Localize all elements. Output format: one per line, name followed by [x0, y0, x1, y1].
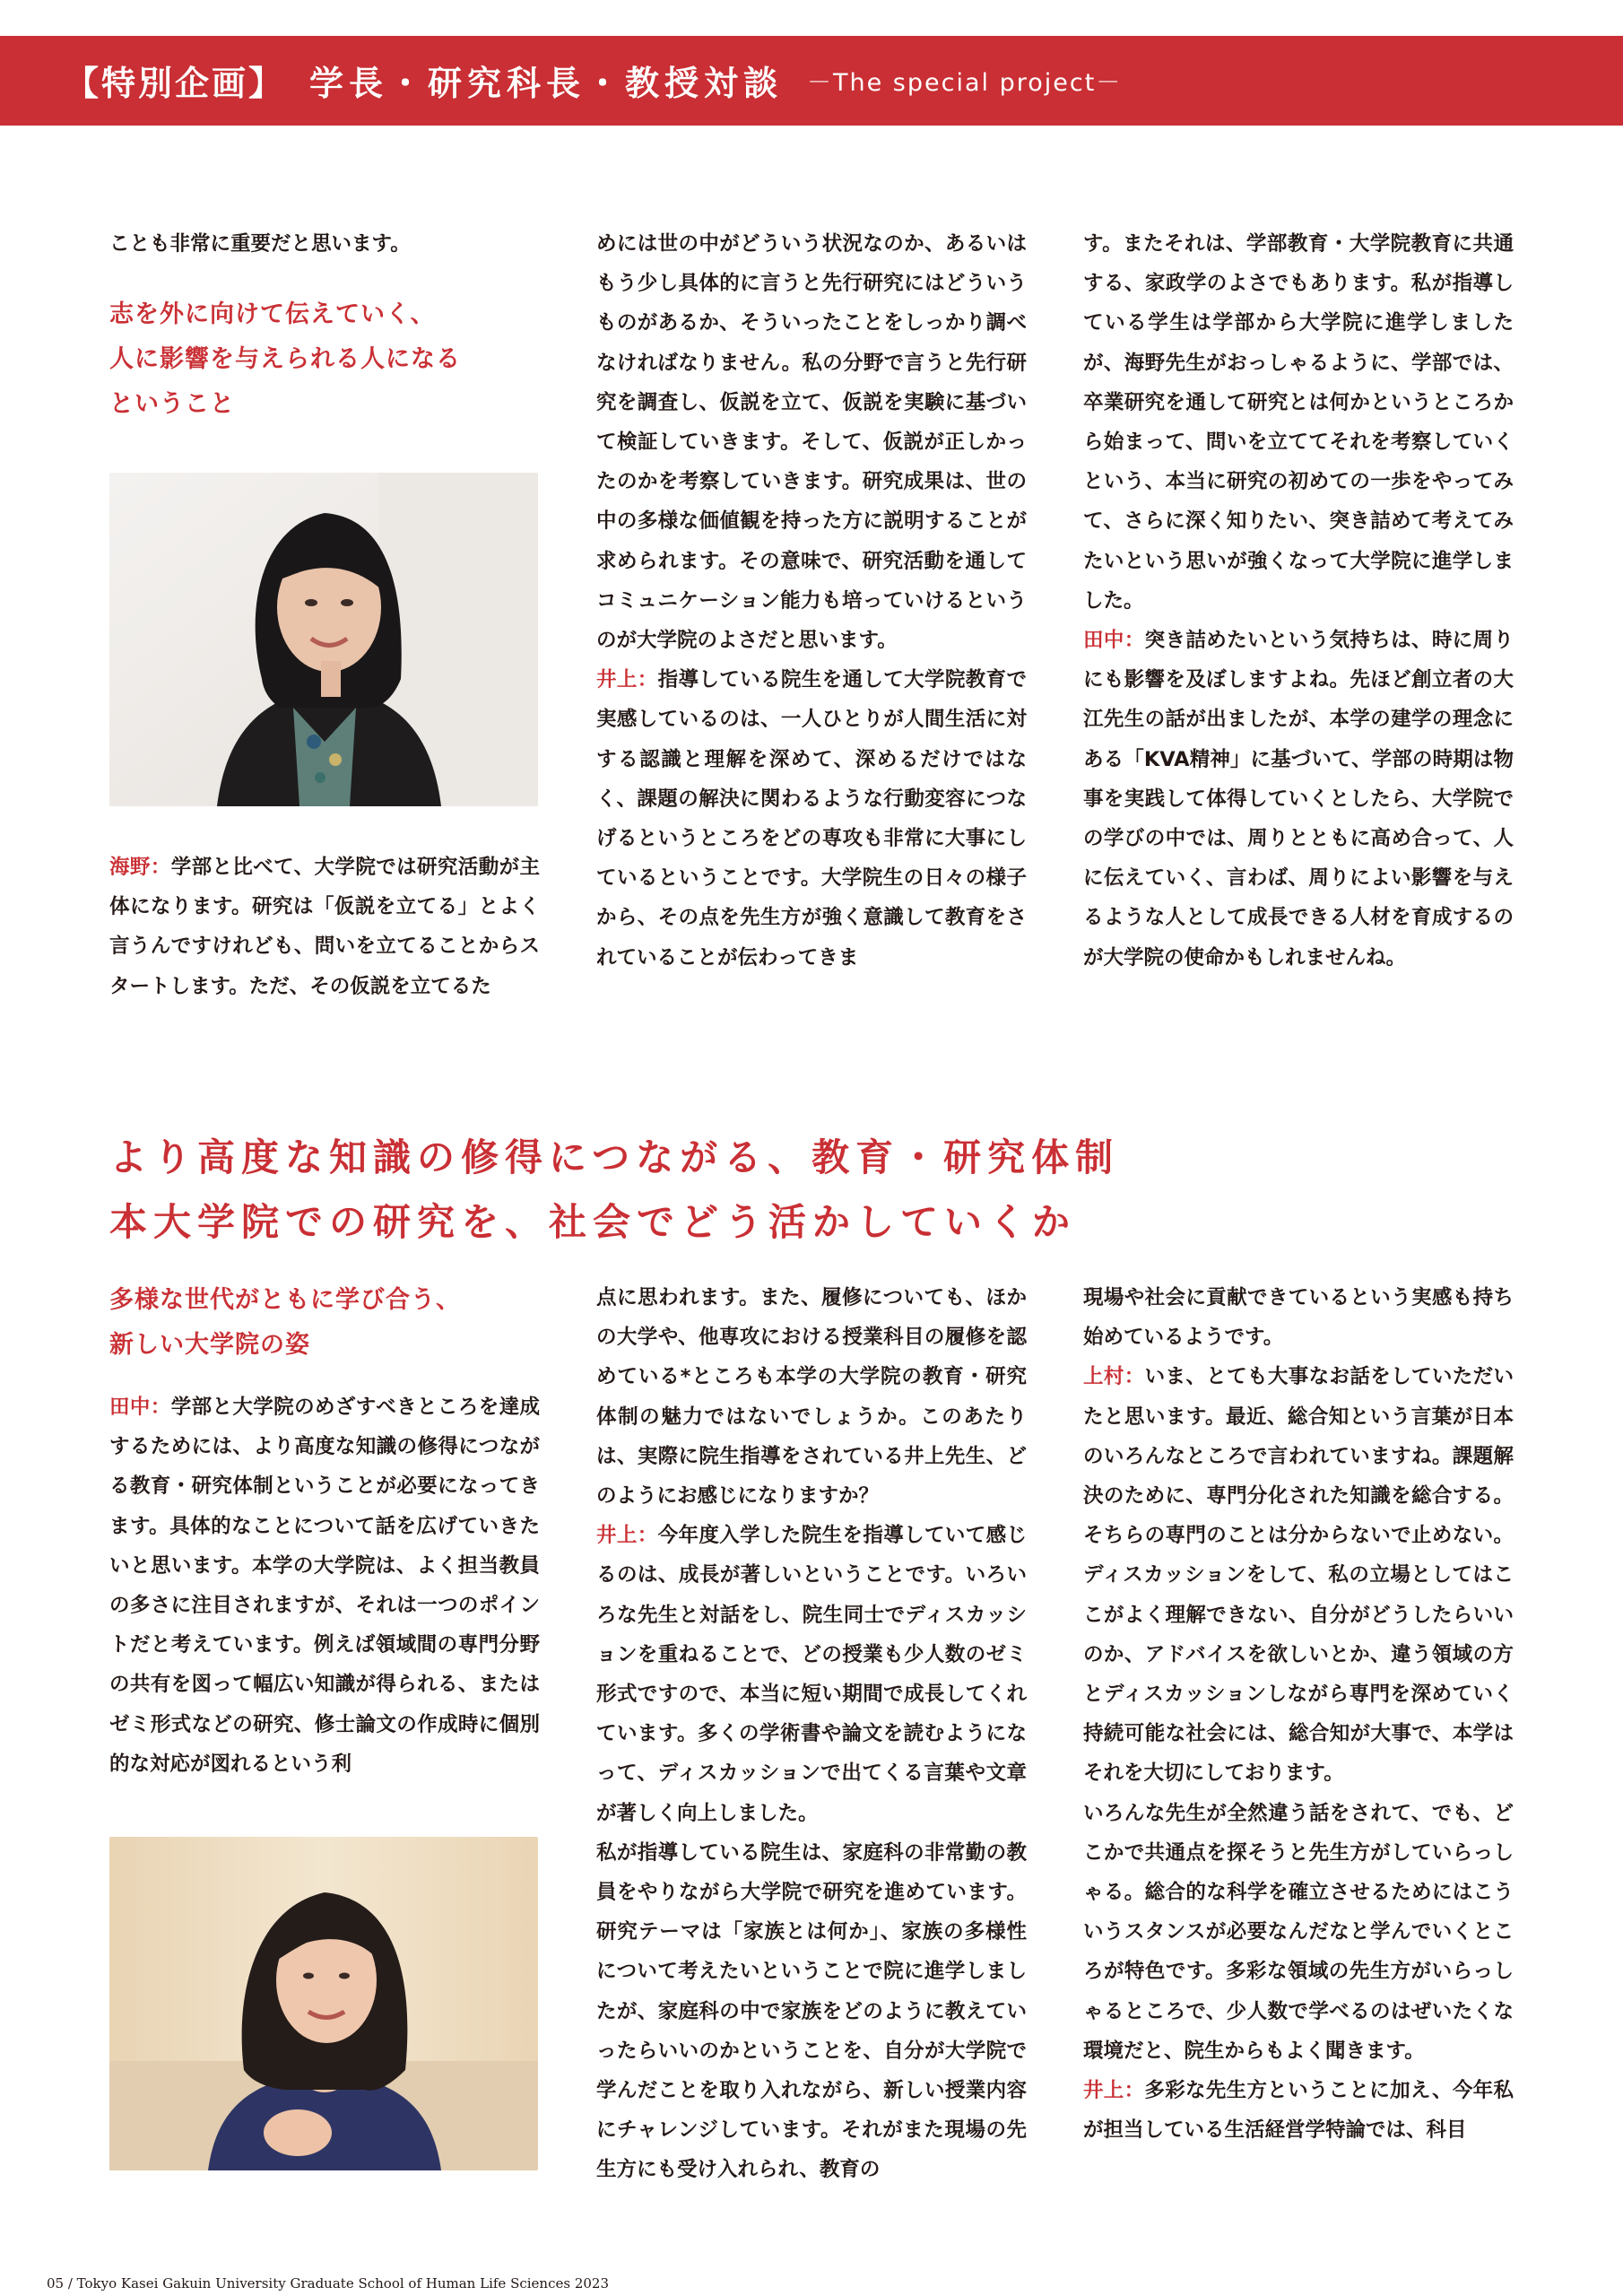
paragraph: めには世の中がどういう状況なのか、あるいはもう少し具体的に言うと先行研究にはどういうものがあるか、そういったことをしっかり調べなければなりません。私の分野で言うと先行研究を調査し、仮説を立て、仮説を実験に基づいて検証していきます。そして、仮説が正しかったのかを考察していきます。研究成果は、世の中の多様な価値観を持った方に説明することが求められます。その意味で、研究活動を通してコミュニケーション能力も培っていけるというのが大学院のよさだと思います。	[596, 232, 1027, 653]
section-heading-line-2: 本大学院での研究を、社会でどう活かしていくか	[109, 1200, 1077, 1244]
banner-label: 【特別企画】	[65, 64, 286, 103]
portrait-photo-inoue	[109, 1837, 538, 2170]
paragraph-text: 突き詰めたいという気持ちは、時に周りにも影響を及ぼしますよね。先ほど創立者の大江先生の話が出ましたが、本学の建学の理念にある「KVA精神」に基づいて、学部の時期は物事を実践して体得していくとしたら、大学院での学びの中では、周りとともに高め合って、人に伝えていく、言わば、周りによい影響を与えるような人として成長できる人材を育成するのが大学院の使命かもしれませんね。	[1083, 629, 1514, 970]
paragraph-text: 指導している院生を通して大学院教育で実感しているのは、一人ひとりが人間生活に対する認識と理解を深めて、深めるだけではなく、課題の解決に関わるような行動変容につなげるというところをどの専攻も非常に大事にしているということです。大学院生の日々の様子から、その点を先生方が強く意識して教育をされていることが伝わってきま	[596, 668, 1027, 970]
paragraph-text: いま、とても大事なお話をしていただいたと思います。最近、総合知という言葉が日本のいろんなところで言われていますね。課題解決のために、専門分化された知識を総合する。そちらの専門のことは分からないで止めない。ディスカッションをして、私の立場としてはここがよく理解できない、自分がどうしたらいいのか、アドバイスを欲しいとか、違う領域の方とディスカッションしながら専門を深めていく持続可能な社会には、総合知が大事で、本学はそれを大切にしております。	[1083, 1365, 1514, 1786]
bottom-column-2	[596, 1278, 1027, 2190]
bottom-column-3	[1083, 1278, 1514, 2150]
speaker-label: 海野：	[109, 856, 171, 879]
paragraph: 私が指導している院生は、家庭科の非常勤の教員をやりながら大学院で研究を進めています。研究テーマは「家族とは何か」、家族の多様性について考えたいということで院に進学しましたが、家庭科の中で家族をどのように教えていったらいいのかということを、自分が大学院で学んだことを取り入れながら、新しい授業内容にチャレンジしています。それがまた現場の先生方にも受け入れられ、教育の	[596, 1840, 1027, 2182]
speaker-label: 田中：	[109, 1396, 171, 1419]
paragraph-text: 学部と大学院のめざすべきところを達成するためには、より高度な知識の修得につながる教育・研究体制ということが必要になってきます。具体的なことについて話を広げていきたいと思います。本学の大学院は、よく担当教員の多さに注目されますが、それは一つのポイントだと考えています。例えば領域間の専門分野の共有を図って幅広い知識が得られる、またはゼミ形式などの研究、修士論文の作成時に個別的な対応が図れるという利	[109, 1396, 540, 1776]
subheading-line: 新しい大学院の姿	[109, 1331, 310, 1359]
subheading	[109, 1278, 540, 1368]
paragraph	[596, 1516, 1027, 1833]
paragraph: 点に思われます。また、履修についても、ほかの大学や、他専攻における授業科目の履修を認めている*ところも本学の大学院の教育・研究体制の魅力ではないでしょうか。このあたりは、実際に院生指導をされている井上先生、どのようにお感じになりますか？	[596, 1286, 1027, 1509]
banner-title: 学長・研究科長・教授対談	[309, 64, 784, 103]
paragraph: 現場や社会に貢献できているという実感も持ち始めているようです。	[1083, 1286, 1514, 1350]
paragraph: す。またそれは、学部教育・大学院教育に共通する、家政学のよさでもあります。私が指導している学生は学部から大学院に進学しましたが、海野先生がおっしゃるように、学部では、卒業研究を通して研究とは何かというところから始まって、問いを立ててそれを考察していくという、本当に研究の初めての一歩をやってみて、さらに深く知りたい、突き詰めて考えてみたいという思いが強くなって大学院に進学しました。	[1083, 232, 1514, 613]
top-column-1-text	[109, 848, 540, 1006]
speaker-label: 上村：	[1083, 1365, 1145, 1389]
subheading-line: 人に影響を与えられる人になる	[109, 345, 461, 374]
speaker-label: 井上：	[1083, 2079, 1145, 2103]
paragraph-text: 今年度入学した院生を指導していて感じるのは、成長が著しいということです。いろいろな先生と対話をし、院生同士でディスカッションを重ねることで、どの授業も少人数のゼミ形式ですので、本当に短い期間で成長してくれています。多くの学術書や論文を読むようになって、ディスカッションで出てくる言葉や文章が著しく向上しました。	[596, 1524, 1027, 1825]
paragraph	[1083, 2071, 1514, 2150]
paragraph	[1083, 621, 1514, 978]
portrait-photo-2-image	[109, 1837, 538, 2170]
top-column-2	[596, 224, 1027, 978]
page-footer: 05 / Tokyo Kasei Gakuin University Graduate School of Human Life Sciences 2023	[47, 2275, 609, 2292]
subheading-line: 多様な世代がともに学び合う、	[109, 1286, 461, 1314]
portrait-photo-umino	[109, 473, 538, 806]
paragraph: いろんな先生が全然違う話をされて、でも、どこかで共通点を探そうと先生方がしていらっしゃる。総合的な科学を確立させるためにはこういうスタンスが必要なんだなと学んでいくところが特色です。多彩な領域の先生方がいらっしゃるところで、少人数で学べるのはぜいたくな環境だと、院生からもよく聞きます。	[1083, 1801, 1514, 2063]
banner-subtitle: －The special project－	[807, 69, 1123, 97]
subheading	[109, 292, 540, 427]
paragraph	[1083, 1357, 1514, 1793]
paragraph	[596, 660, 1027, 978]
bottom-column-1	[109, 1278, 540, 1784]
paragraph: ことも非常に重要だと思います。	[109, 232, 411, 256]
speaker-label: 田中：	[1083, 629, 1145, 653]
header-banner	[0, 36, 1623, 126]
speaker-label: 井上：	[596, 668, 658, 692]
section-heading	[109, 1126, 1454, 1255]
paragraph-text: 学部と比べて、大学院では研究活動が主体になります。研究は「仮説を立てる」とよく言うんですけれども、問いを立てることからスタートします。ただ、その仮説を立てるた	[109, 856, 540, 998]
top-column-1	[109, 224, 540, 427]
section-heading-line-1: より高度な知識の修得につながる、教育・研究体制	[109, 1135, 1120, 1179]
paragraph	[109, 848, 540, 1006]
paragraph-text: 多彩な先生方ということに加え、今年私が担当している生活経営学特論では、科目	[1083, 2079, 1514, 2143]
subheading-line: 志を外に向けて伝えていく、	[109, 300, 436, 329]
paragraph	[109, 1387, 540, 1784]
subheading-line: ということ	[109, 390, 235, 419]
portrait-photo-1-image	[109, 473, 538, 806]
top-column-3	[1083, 224, 1514, 978]
speaker-label: 井上：	[596, 1524, 658, 1548]
